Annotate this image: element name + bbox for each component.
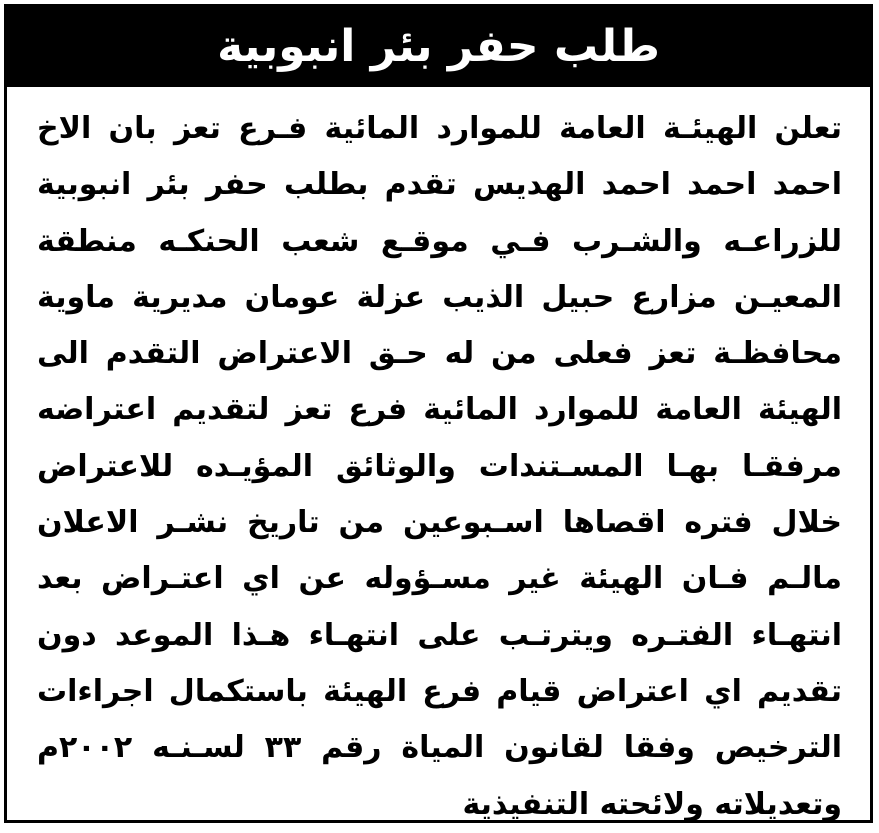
notice-box bbox=[4, 4, 873, 823]
notice-line: مرفقـا بهـا المسـتندات والوثائق المؤيـده للاعتراض bbox=[37, 448, 842, 484]
title-band bbox=[7, 7, 870, 87]
notice-line: تقديم اي اعتراض قيام فرع الهيئة باستكمال اجراءات bbox=[37, 673, 842, 709]
notice-line: تعلن الهيئـة العامة للموارد المائية فـرع تعز بان الاخ bbox=[37, 111, 842, 146]
notice-title: طلب حفر بئر انبوبية bbox=[217, 21, 660, 72]
notice-line: محافظـة تعز فعلى من له حـق الاعتراض التقدم الى bbox=[37, 336, 842, 372]
notice-line: للزراعـه والشـرب فـي موقـع شعب الحنكـه منطقة bbox=[37, 223, 842, 259]
notice-line: انتهـاء الفتـره ويترتـب على انتهـاء هـذا الموعد دون bbox=[37, 617, 842, 653]
notice-line: خلال فتره اقصاها اسـبوعين من تاريخ نشـر الاعلان bbox=[37, 505, 842, 541]
notice-line: المعيـن مزارع حبيل الذيب عزلة عومان مديرية ماوية bbox=[37, 279, 842, 315]
notice-line-last: وتعديلاته ولائحته التنفيذية bbox=[462, 786, 842, 822]
notice-line: احمد احمد احمد الهديس تقدم بطلب حفر بئر انبوبية bbox=[37, 167, 842, 203]
notice-body bbox=[37, 101, 842, 833]
notice-line: مالـم فـان الهيئة غير مسـؤوله عن اي اعتـراض بعد bbox=[37, 561, 842, 597]
notice-line: الترخيص وفقا لقانون المياة رقم ٣٣ لسـنـه ٢٠٠٢م bbox=[37, 730, 842, 766]
notice-line: الهيئة العامة للموارد المائية فرع تعز لتقديم اعتراضه bbox=[37, 392, 842, 428]
